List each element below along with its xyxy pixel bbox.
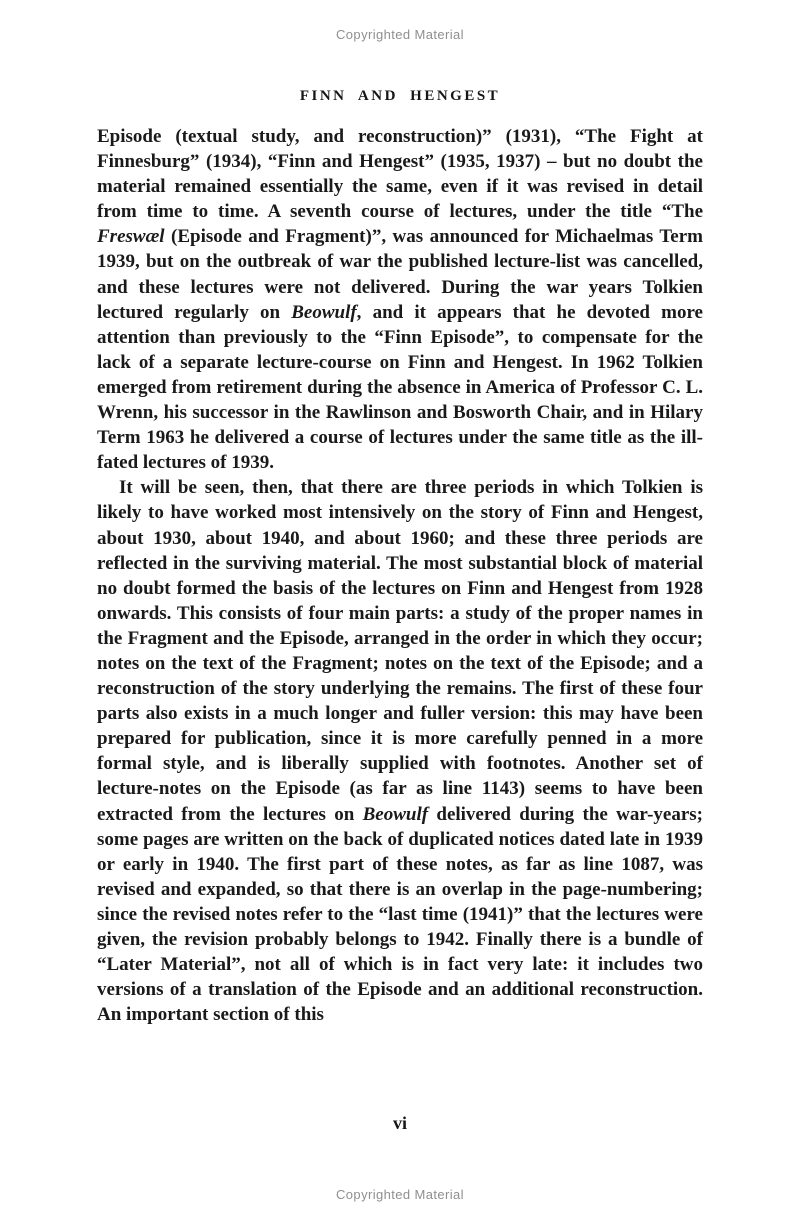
running-header: FINN AND HENGEST	[299, 88, 501, 104]
copyright-notice-bottom: Copyrighted Material	[336, 1187, 464, 1202]
body-text	[97, 124, 703, 1027]
text-run: It will be seen, then, that there are three periods in which Tolkien is likely to have worked most intensively on the story of Finn and Hengest, about 1930, about 1940, and about 1960; and these three periods are reflected in the surviving material. The most substantial block of material no doubt formed the basis of the lectures on Finn and Hengest from 1928 onwards. This consists of four main parts: a study of the proper names in the Fragment and the Episode, arranged in the order in which they occur; notes on the text of the Fragment; notes on the text of the Episode; and a reconstruction of the story underlying the remains. The first of these four parts also exists in a much longer and fuller version: this may have been prepared for publication, since it is more carefully penned in a more formal style, and is liberally supplied with footnotes. Another set of lecture-notes on the Episode (as far as line 1143) seems to have been extracted from the lectures on	[97, 477, 703, 825]
paragraph	[97, 124, 703, 475]
paragraph	[97, 475, 703, 1027]
text-run: delivered during the war-years; some pages are written on the back of duplicated notices dated late in 1939 or early in 1940. The first part of these notes, as far as line 1087, was revised and expanded, so that there is an overlap in the page-numbering; since the revised notes refer to the “last time (1941)” that the lectures were given, the revision probably belongs to 1942. Finally there is a bundle of “Later Material”, not all of which is in fact very late: it includes two versions of a translation of the Episode and an additional reconstruction. An important section of this	[97, 803, 703, 1026]
italic-text-run: Beowulf	[291, 301, 357, 323]
copyright-notice-top: Copyrighted Material	[336, 27, 464, 42]
text-run: , and it appears that he devoted more attention than previously to the “Finn Episode”, to compensate for the lack of a separate lecture-course on Finn and Hengest. In 1962 Tolkien emerged from retirement during the absence in America of Professor C. L. Wrenn, his successor in the Rawlinson and Bosworth Chair, and in Hilary Term 1963 he delivered a course of lectures under the same title as the ill-fated lectures of 1939.	[97, 301, 703, 474]
page-number: vi	[392, 1113, 407, 1133]
text-run: (Episode and Fragment)”, was announced for Michaelmas Term 1939, but on the outbreak of war the published lecture-list was cancelled, and these lectures were not delivered. During the war years Tolkien lectured regularly on	[97, 226, 703, 323]
italic-text-run: Beowulf	[362, 803, 429, 825]
text-run: Episode (textual study, and reconstruction)” (1931), “The Fight at Finnesburg” (1934), “Finn and Hengest” (1935, 1937) – but no doubt the material remained essentially the same, even if it was revised in detail from time to time. A seventh course of lectures, under the title “The	[97, 126, 703, 223]
italic-text-run: Freswæl	[97, 226, 165, 248]
